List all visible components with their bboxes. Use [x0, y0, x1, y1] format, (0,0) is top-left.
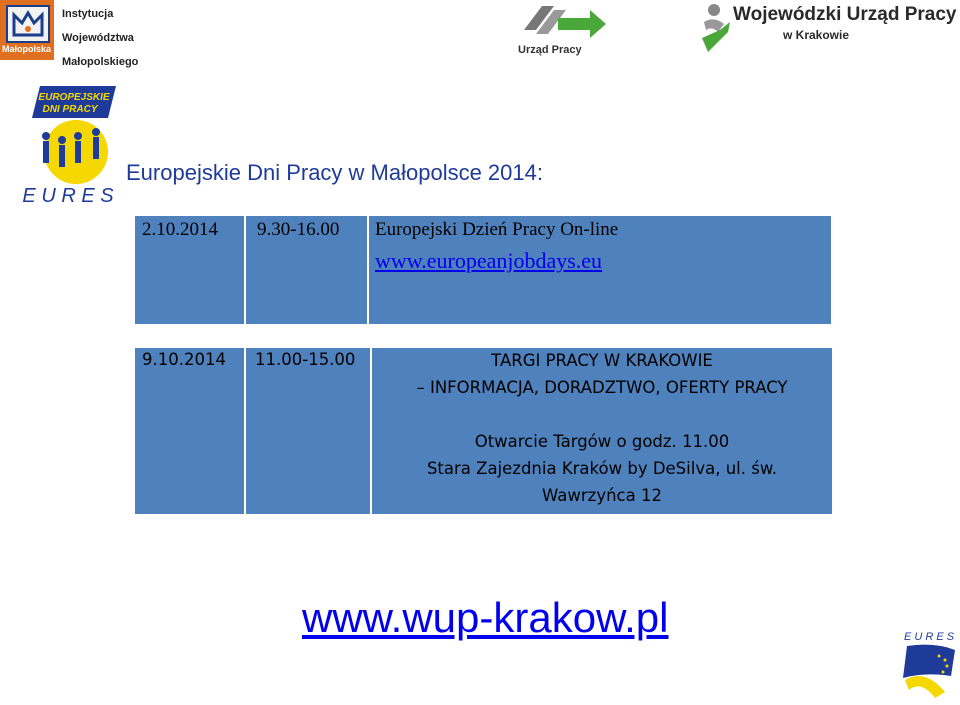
malopolska-emblem-icon	[6, 5, 50, 43]
urzad-pracy-text: Urząd Pracy	[518, 44, 582, 56]
event-line: Stara Zajezdnia Kraków by DeSilva, ul. św.	[426, 459, 778, 478]
column-divider	[244, 216, 246, 324]
wup-krakow-link[interactable]: www.wup-krakow.pl	[302, 594, 669, 641]
eures-europejskie-dni-pracy-logo	[20, 84, 120, 206]
urzad-pracy-arrow-icon	[512, 0, 612, 44]
eures-logo-word: E U R E S	[22, 185, 114, 206]
event-line: TARGI PRACY W KRAKOWIE	[491, 351, 713, 370]
column-divider	[367, 216, 369, 324]
inst-line-2: Województwa	[62, 32, 134, 44]
wup-subtitle: w Krakowie	[783, 28, 850, 42]
column-divider	[244, 348, 246, 514]
page-title: Europejskie Dni Pracy w Małopolsce 2014:	[126, 160, 543, 185]
malopolska-logo	[0, 0, 54, 60]
wup-logo-icon	[700, 2, 732, 54]
event-description	[372, 347, 832, 509]
eures-small-logo	[895, 628, 960, 700]
event-date: 2.10.2014	[142, 219, 218, 240]
event-line: Otwarcie Targów o godz. 11.00	[474, 432, 730, 451]
malopolska-logo-text: Małopolska	[2, 44, 52, 54]
eures-logo-line1: EUROPEJSKIE	[38, 92, 110, 103]
event-line: Wawrzyńca 12	[542, 486, 662, 505]
event-line	[372, 401, 832, 428]
eures-small-word: E U R E S	[903, 631, 955, 643]
europeanjobdays-link[interactable]: www.europeanjobdays.eu	[375, 248, 603, 273]
event-date: 9.10.2014	[142, 350, 226, 369]
wup-title: Wojewódzki Urząd Pracy	[733, 4, 957, 25]
inst-line-3: Małopolskiego	[62, 56, 139, 68]
event-time: 11.00-15.00	[255, 350, 356, 369]
institution-text	[62, 2, 138, 74]
event-line: – INFORMACJA, DORADZTWO, OFERTY PRACY	[416, 378, 788, 397]
event-name: Europejski Dzień Pracy On-line	[375, 219, 619, 240]
event-row-1	[135, 216, 831, 324]
eures-logo-line2: DNI PRACY	[42, 104, 98, 115]
event-row-2	[135, 348, 832, 514]
inst-line-1: Instytucja	[62, 8, 114, 20]
event-time: 9.30-16.00	[257, 219, 340, 240]
